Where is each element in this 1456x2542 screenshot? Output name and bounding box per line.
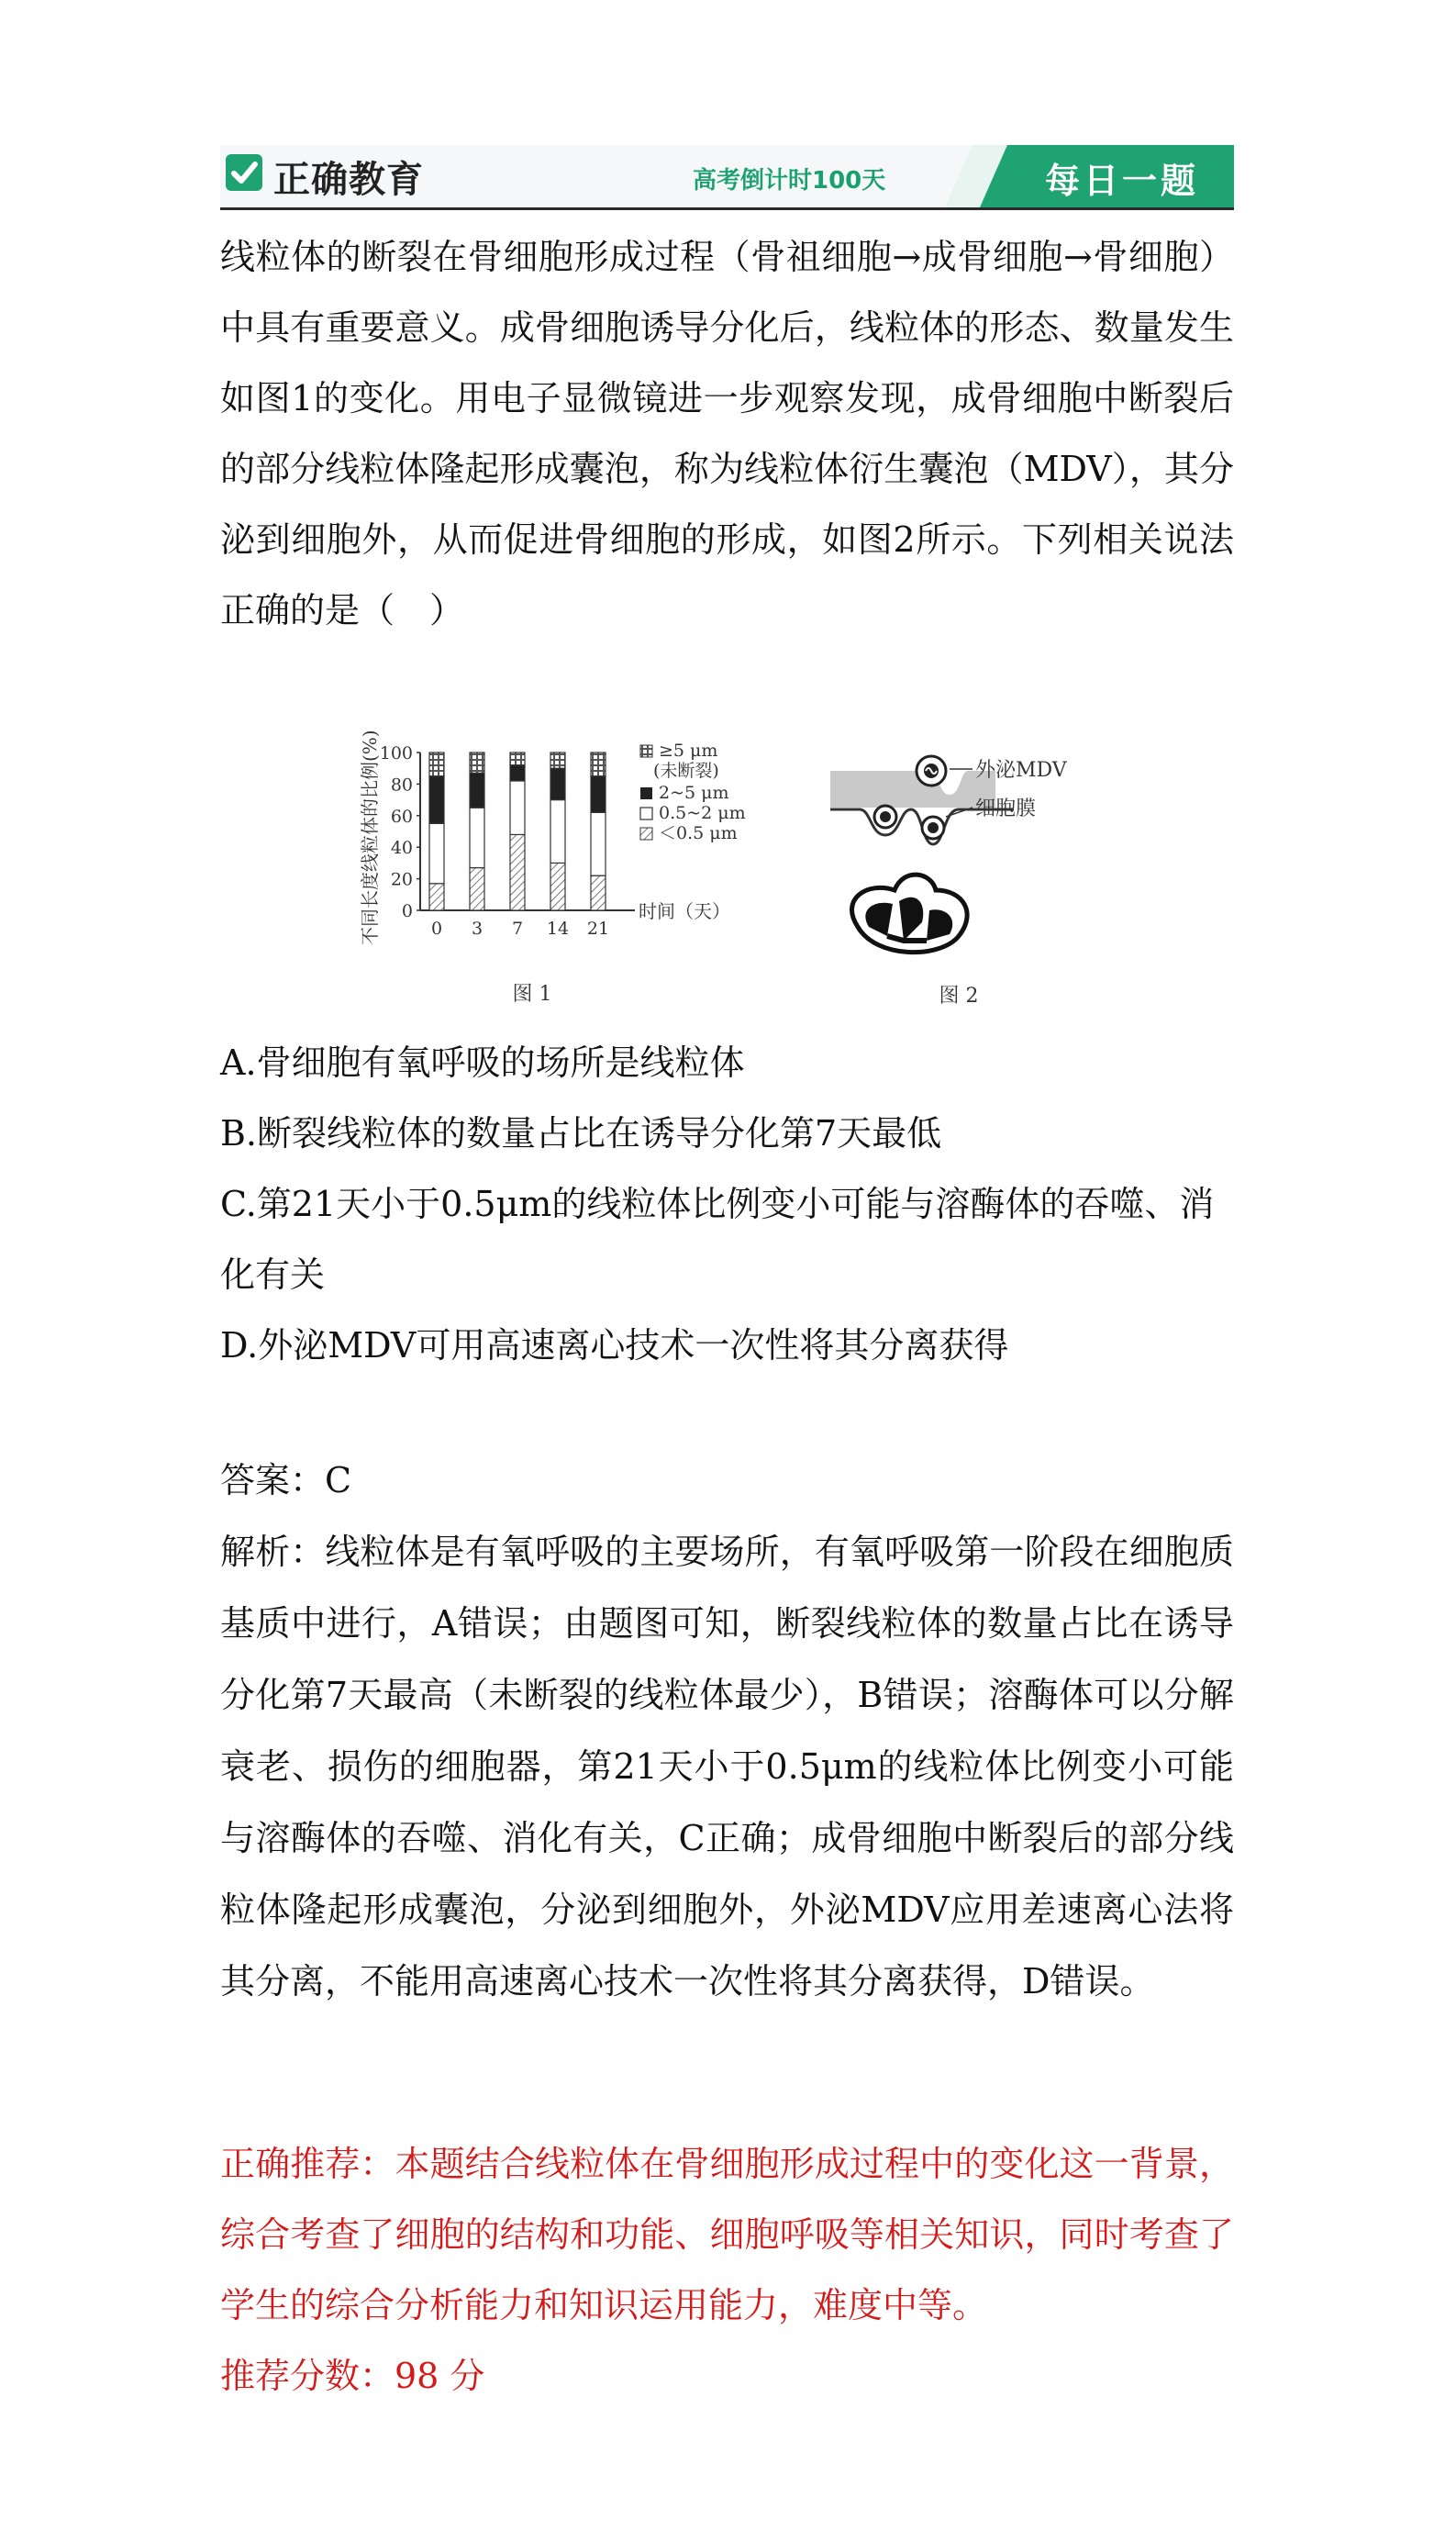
bar-segment	[591, 875, 606, 910]
legend-label-ge5-sub: (未断裂)	[653, 761, 719, 781]
exam-countdown: 高考倒计时100天	[693, 167, 886, 195]
y-axis-label: 不同长度线粒体的比例(%)	[359, 730, 381, 945]
legend-label-2to5: 2~5 μm	[659, 783, 729, 803]
option-b: B.断裂线粒体的数量占比在诱导分化第7天最低	[220, 1113, 942, 1154]
bar-day-3	[470, 753, 484, 910]
x-tick-label: 7	[511, 919, 524, 939]
legend-label-lt05: ＜0.5 μm	[659, 823, 738, 843]
y-tick-label: 40	[390, 838, 413, 859]
y-tick-label: 80	[390, 775, 413, 796]
bar-segment	[591, 776, 606, 813]
figure-2-caption: 图 2	[939, 985, 979, 1008]
recommendation-text: 正确推荐：本题结合线粒体在骨细胞形成过程中的变化这一背景，综合考查了细胞的结构和功能、细胞呼吸等相关知识，同时考查了学生的综合分析能力和知识运用能力，难度中等。	[220, 2144, 1234, 2325]
mitochondrion	[852, 875, 968, 953]
brand-name: 正确教育	[273, 159, 424, 201]
exosome-mdv	[917, 756, 946, 786]
header-divider	[220, 207, 1234, 210]
bar-day-0	[429, 753, 444, 910]
bar-segment	[429, 884, 444, 910]
y-tick-label: 0	[401, 901, 413, 921]
bar-segment	[591, 753, 606, 776]
bar-segment	[470, 808, 484, 867]
bar-segment	[550, 800, 565, 864]
bar-groups	[429, 753, 606, 910]
option-a: A.骨细胞有氧呼吸的场所是线粒体	[220, 1042, 745, 1083]
recommendation-score: 推荐分数：98 分	[220, 2356, 485, 2396]
label-membrane: 细胞膜	[975, 797, 1037, 820]
bar-segment	[510, 834, 525, 910]
x-tick-label: 21	[586, 919, 610, 939]
legend-label-ge5: ≥5 μm	[659, 741, 718, 761]
y-tick-label: 20	[390, 869, 413, 890]
budding-vesicle-2	[922, 817, 944, 839]
bar-day-21	[591, 753, 606, 910]
bar-segment	[550, 768, 565, 799]
extracellular-band	[830, 771, 995, 808]
answer-line: 答案：C	[220, 1460, 352, 1500]
legend-swatch-ge5	[640, 745, 652, 757]
option-c: C.第21天小于0.5μm的线粒体比例变小可能与溶酶体的吞噬、消化有关	[220, 1184, 1215, 1295]
figure-1-chart	[339, 661, 780, 1009]
option-d: D.外泌MDV可用高速离心技术一次性将其分离获得	[220, 1325, 1009, 1366]
bar-segment	[510, 753, 525, 765]
legend-swatch-lt05	[640, 828, 652, 840]
question-stem: 线粒体的断裂在骨细胞形成过程（骨祖细胞→成骨细胞→骨细胞）中具有重要意义。成骨细胞诱导分化后，线粒体的形态、数量发生如图1的变化。用电子显微镜进一步观察发现，成骨细胞中断裂后的部分线粒体隆起形成囊泡，称为线粒体衍生囊泡（MDV），其分泌到细胞外，从而促进骨细胞的形成，如图2所示。下列相关说法正确的是（ ）	[220, 237, 1234, 630]
legend-swatch-2to5	[640, 787, 652, 799]
x-axis-label: 时间（天）	[639, 900, 730, 922]
check-icon	[226, 154, 262, 191]
daily-question-label: 每日一题	[1044, 161, 1199, 201]
bar-segment	[429, 823, 444, 883]
bar-segment	[429, 776, 444, 824]
bar-segment	[470, 773, 484, 808]
budding-vesicle-1	[874, 806, 896, 828]
analysis-text: 解析：线粒体是有氧呼吸的主要场所，有氧呼吸第一阶段在细胞质基质中进行，A错误；由题图可知，断裂线粒体的数量占比在诱导分化第7天最高（未断裂的线粒体最少），B错误；溶酶体可以分解衰老、损伤的细胞器，第21天小于0.5μm的线粒体比例变小可能与溶酶体的吞噬、消化有关，C正确；成骨细胞中断裂后的部分线粒体隆起形成囊泡，分泌到细胞外，外泌MDV应用差速离心法将其分离，不能用高速离心技术一次性将其分离获得，D错误。	[220, 1532, 1234, 2001]
bar-segment	[550, 753, 565, 768]
header-banner	[220, 145, 1234, 207]
y-axis-ticks	[380, 743, 420, 921]
x-tick-label: 0	[430, 919, 443, 939]
x-axis-ticks	[431, 919, 609, 939]
legend	[640, 741, 746, 843]
legend-label-05to2: 0.5~2 μm	[659, 803, 746, 823]
bar-segment	[470, 868, 484, 910]
bar-day-7	[510, 753, 525, 910]
figure-1-caption: 图 1	[512, 983, 552, 1006]
bar-segment	[591, 812, 606, 875]
bar-segment	[429, 753, 444, 776]
x-tick-label: 3	[471, 919, 483, 939]
bar-day-14	[550, 753, 565, 910]
bar-segment	[510, 781, 525, 834]
figure-2-diagram	[830, 753, 1115, 1009]
y-tick-label: 100	[379, 743, 413, 764]
legend-swatch-05to2	[640, 808, 652, 819]
x-tick-label: 14	[546, 919, 570, 939]
bar-segment	[470, 753, 484, 773]
bar-segment	[550, 863, 565, 910]
y-tick-label: 60	[390, 806, 413, 827]
bar-segment	[510, 765, 525, 781]
label-mdv: 外泌MDV	[975, 759, 1067, 782]
